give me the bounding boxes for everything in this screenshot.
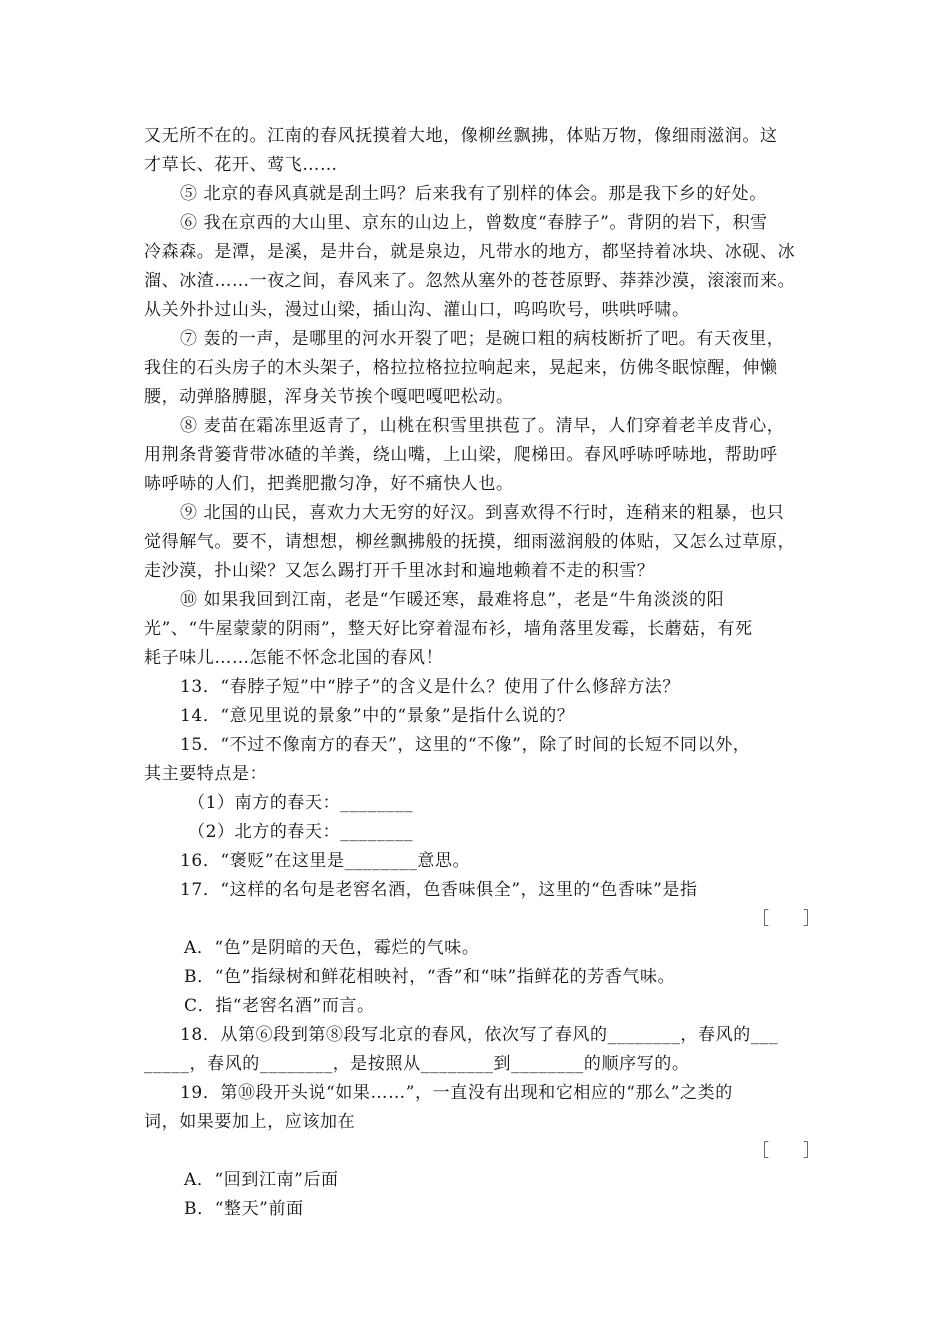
- paragraph-8: ⑧ 麦苗在霜冻里返青了，山桃在积雪里拱苞了。清早，人们穿着老羊皮背心，: [180, 416, 785, 436]
- question-14: 14．“意见里说的景象”中的“景象”是指什么说的？: [180, 706, 575, 726]
- question-15-part-2: （2）北方的春天：________: [188, 822, 414, 842]
- answer-bracket: ［ ］: [752, 1141, 820, 1161]
- paragraph-5: ⑤ 北京的春风真就是刮土吗？后来我有了别样的体会。那是我下乡的好处。: [180, 184, 767, 204]
- text-line: 词，如果要加上，应该加在: [144, 1112, 356, 1132]
- text-line: 才草长、花开、莺飞……: [144, 155, 338, 175]
- question-17-option-a: A．“色”是阴暗的天色，霉烂的气味。: [184, 938, 480, 958]
- question-18: 18．从第⑥段到第⑧段写北京的春风，依次写了春风的________，春风的___: [180, 1025, 779, 1045]
- question-16: 16．“褒贬”在这里是________意思。: [180, 851, 471, 871]
- text-line: 耗子味儿……怎能不怀念北国的春风！: [144, 648, 444, 668]
- paragraph-6: ⑥ 我在京西的大山里、京东的山边上，曾数度“春脖子”。背阴的岩下，积雪: [180, 213, 768, 233]
- question-17-option-b: B．“色”指绿树和鲜花相映衬，“香”和“味”指鲜花的芳香气味。: [184, 967, 676, 987]
- question-19: 19．第⑩段开头说“如果……”，一直没有出现和它相应的“那么”之类的: [180, 1083, 733, 1103]
- text-line: 溜、冰渣……一夜之间，春风来了。忽然从塞外的苍苍原野、莽莽沙漠，滚滚而来。: [144, 271, 796, 291]
- text-line: 觉得解气。要不，请想想，柳丝飘拂般的抚摸，细雨滋润般的体贴，又怎么过草原，: [144, 532, 796, 552]
- text-line: 又无所不在的。江南的春风抚摸着大地，像柳丝飘拂，体贴万物，像细雨滋润。这: [144, 126, 778, 146]
- question-19-option-a: A．“回到江南”后面: [184, 1170, 339, 1190]
- question-19-option-b: B．“整天”前面: [184, 1199, 304, 1219]
- question-13: 13．“春脖子短”中“脖子”的含义是什么？使用了什么修辞方法？: [180, 677, 680, 697]
- text-line: 哧呼哧的人们，把粪肥撒匀净，好不痛快人也。: [144, 474, 514, 494]
- paragraph-10: ⑩ 如果我回到江南，老是“乍暖还寒，最难将息”，老是“牛角淡淡的阳: [180, 590, 725, 610]
- question-17-option-c: C．指“老窖名酒”而言。: [184, 996, 375, 1016]
- text-line: 其主要特点是：: [144, 764, 268, 784]
- text-line: 我住的石头房子的木头架子，格拉拉格拉拉响起来，晃起来，仿佛冬眠惊醒，伸懒: [144, 358, 778, 378]
- text-line: 冷森森。是潭，是溪，是井台，就是泉边，凡带水的地方，都坚持着冰块、冰砚、冰: [144, 242, 796, 262]
- text-line: 走沙漠，扑山梁？又怎么踢打开千里冰封和遍地赖着不走的积雪？: [144, 561, 655, 581]
- text-line: _____，春风的________，是按照从________到________的顺序写的。: [144, 1054, 690, 1074]
- text-line: 腰，动弹胳膊腿，浑身关节挨个嘎吧嘎吧松动。: [144, 387, 514, 407]
- text-line: 光”、“牛屋蒙蒙的阴雨”，整天好比穿着湿布衫，墙角落里发霉，长蘑菇，有死: [144, 619, 753, 639]
- text-line: 用荆条背篓背带冰碴的羊粪，绕山嘴，上山梁，爬梯田。春风呼哧呼哧地，帮助呼: [144, 445, 778, 465]
- question-17: 17．“这样的名句是老窖名酒，色香味俱全”，这里的“色香味”是指: [180, 880, 698, 900]
- question-15: 15．“不过不像南方的春天”，这里的“不像”，除了时间的长短不同以外，: [180, 735, 751, 755]
- paragraph-7: ⑦ 轰的一声，是哪里的河水开裂了吧；是碗口粗的病枝断折了吧。有天夜里，: [180, 329, 785, 349]
- answer-bracket: ［ ］: [752, 909, 820, 929]
- question-15-part-1: （1）南方的春天：________: [188, 793, 414, 813]
- text-line: 从关外扑过山头，漫过山梁，插山沟、灌山口，呜呜吹号，哄哄呼啸。: [144, 300, 690, 320]
- paragraph-9: ⑨ 北国的山民，喜欢力大无穷的好汉。到喜欢得不行时，连稍来的粗暴，也只: [180, 503, 785, 523]
